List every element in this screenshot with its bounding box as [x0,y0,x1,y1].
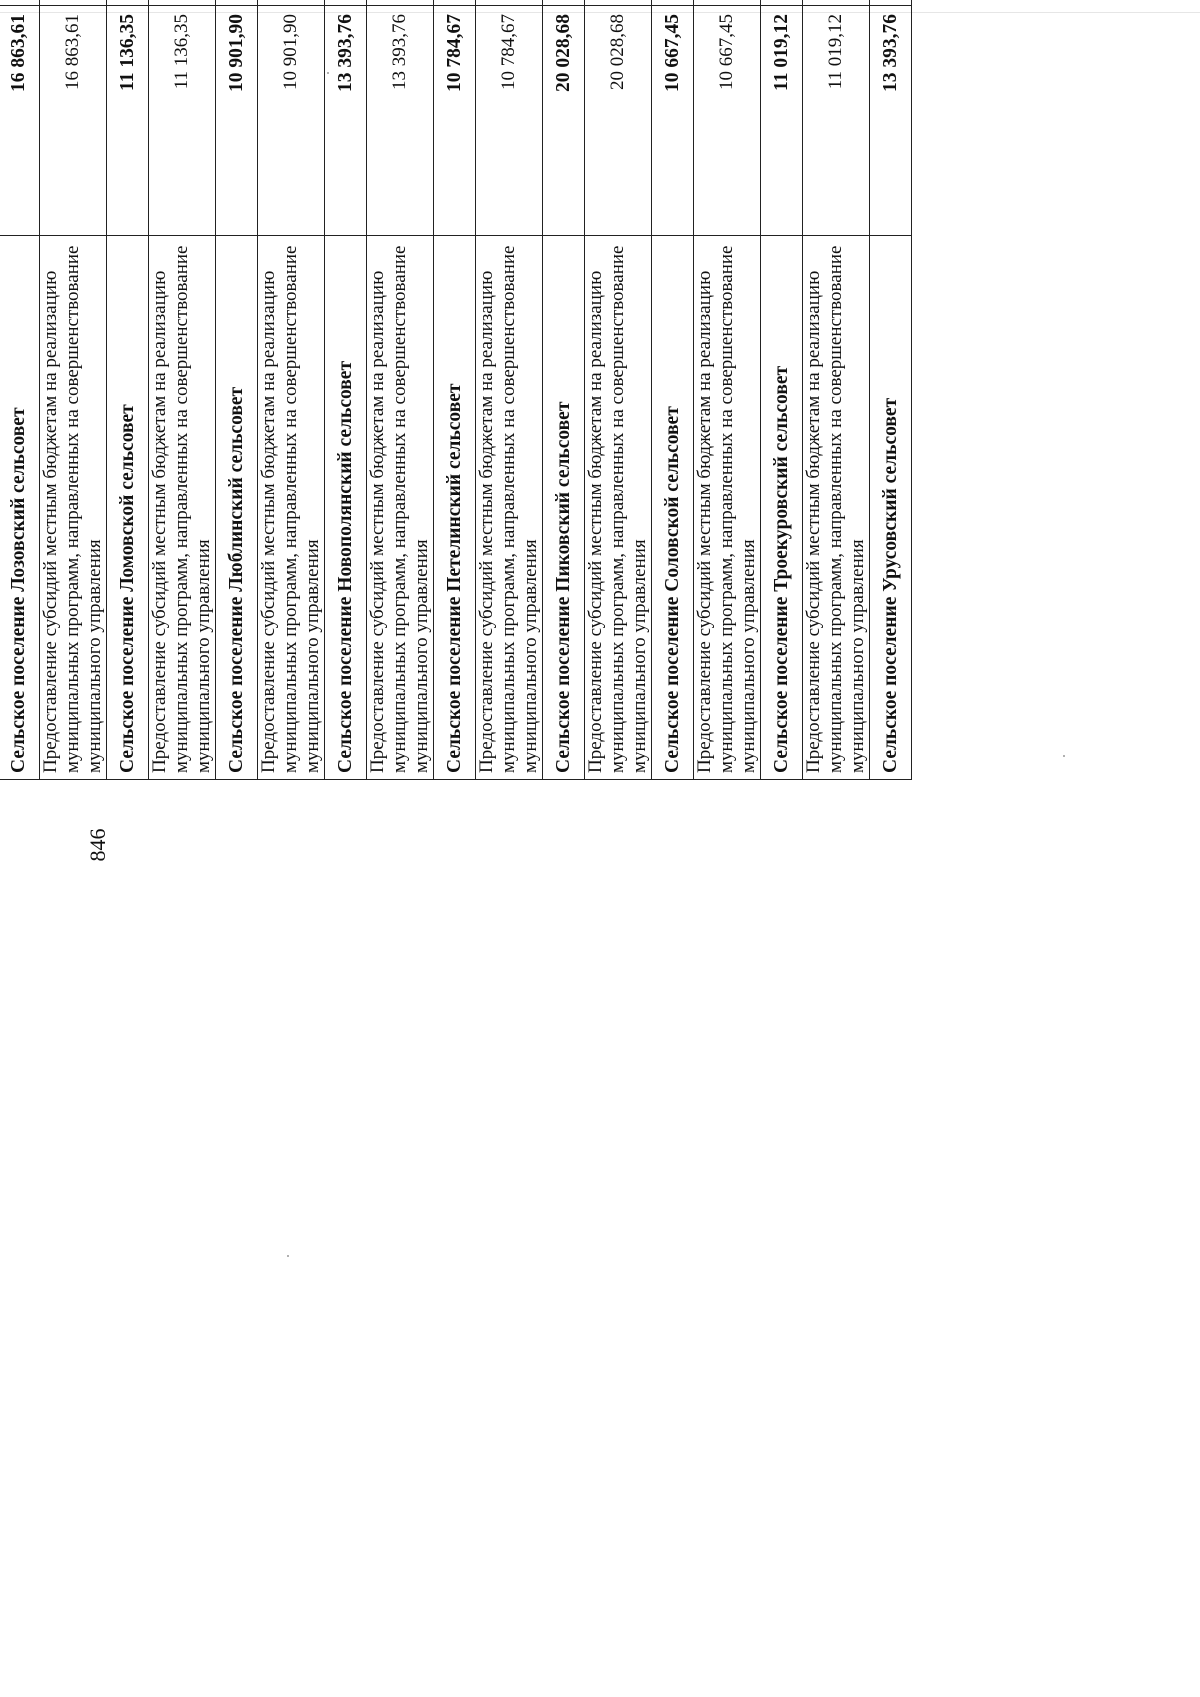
settlement-row [870,0,912,780]
settlement-row [434,0,476,780]
subsidy-row [803,0,870,780]
value-cell-2 [476,0,543,6]
scan-speck [287,1255,289,1257]
value-cell-1: 10 667,45 [694,6,761,236]
value-cell-1: 10 784,67 [476,6,543,236]
page-number: 846 [85,828,110,862]
value-cell-1: 10 784,67 [434,6,476,236]
value-cell-1: 13 393,76 [367,6,434,236]
subsidy-row [476,0,543,780]
value-cell-2 [870,0,912,6]
subsidy-row [367,0,434,780]
value-cell-2 [258,0,325,6]
row-name-cell: Сельское поселение Ломовской сельсовет [107,236,149,780]
value-cell-1: 16 863,61 [40,6,107,236]
row-name-cell: Сельское поселение Пиковский сельсовет [543,236,585,780]
rotated-table-container [0,0,901,780]
row-name-cell: Сельское поселение Лозовский сельсовет [0,236,40,780]
subsidy-row [149,0,216,780]
value-cell-2 [543,0,585,6]
value-cell-2 [652,0,694,6]
subsidy-row [258,0,325,780]
value-cell-2 [761,0,803,6]
row-name-cell: Предоставление субсидий местным бюджетам на реализацию муниципальных программ, направленных на совершенствование муниципального управления [476,236,543,780]
row-name-cell: Предоставление субсидий местным бюджетам на реализацию муниципальных программ, направленных на совершенствование муниципального управления [803,236,870,780]
value-cell-1: 13 393,76 [870,6,912,236]
table-body [0,0,912,780]
value-cell-1: 13 393,76 [325,6,367,236]
settlement-row [216,0,258,780]
value-cell-2 [0,0,40,6]
row-name-cell: Сельское поселение Троекуровский сельсовет [761,236,803,780]
value-cell-1: 10 667,45 [652,6,694,236]
value-cell-1: 11 136,35 [149,6,216,236]
value-cell-1: 16 863,61 [0,6,40,236]
row-name-cell: Предоставление субсидий местным бюджетам на реализацию муниципальных программ, направленных на совершенствование муниципального управления [585,236,652,780]
row-name-cell: Сельское поселение Соловской сельсовет [652,236,694,780]
value-cell-2 [216,0,258,6]
settlement-row [543,0,585,780]
value-cell-1: 11 019,12 [761,6,803,236]
value-cell-2 [367,0,434,6]
value-cell-1: 20 028,68 [543,6,585,236]
value-cell-2 [325,0,367,6]
subsidy-row [694,0,761,780]
value-cell-1: 11 019,12 [803,6,870,236]
settlement-row [652,0,694,780]
row-name-cell: Сельское поселение Люблинский сельсовет [216,236,258,780]
value-cell-1: 20 028,68 [585,6,652,236]
budget-table [0,0,912,780]
row-name-cell: Предоставление субсидий местным бюджетам на реализацию муниципальных программ, направленных на совершенствование муниципального управления [149,236,216,780]
settlement-row [325,0,367,780]
settlement-row [107,0,149,780]
value-cell-2 [585,0,652,6]
row-name-cell: Сельское поселение Урусовский сельсовет [870,236,912,780]
value-cell-2 [40,0,107,6]
subsidy-row [40,0,107,780]
value-cell-2 [434,0,476,6]
value-cell-1: 10 901,90 [216,6,258,236]
value-cell-2 [694,0,761,6]
row-name-cell: Предоставление субсидий местным бюджетам на реализацию муниципальных программ, направленных на совершенствование муниципального управления [694,236,761,780]
scan-speck [1063,755,1065,757]
value-cell-1: 10 901,90 [258,6,325,236]
value-cell-2 [107,0,149,6]
row-name-cell: Сельское поселение Новополянский сельсовет [325,236,367,780]
row-name-cell: Предоставление субсидий местным бюджетам на реализацию муниципальных программ, направленных на совершенствование муниципального управления [367,236,434,780]
value-cell-2 [149,0,216,6]
settlement-row [761,0,803,780]
row-name-cell: Сельское поселение Петелинский сельсовет [434,236,476,780]
subsidy-row [585,0,652,780]
value-cell-1: 11 136,35 [107,6,149,236]
row-name-cell: Предоставление субсидий местным бюджетам на реализацию муниципальных программ, направленных на совершенствование муниципального управления [40,236,107,780]
settlement-row [0,0,40,780]
value-cell-2 [803,0,870,6]
row-name-cell: Предоставление субсидий местным бюджетам на реализацию муниципальных программ, направленных на совершенствование муниципального управления [258,236,325,780]
